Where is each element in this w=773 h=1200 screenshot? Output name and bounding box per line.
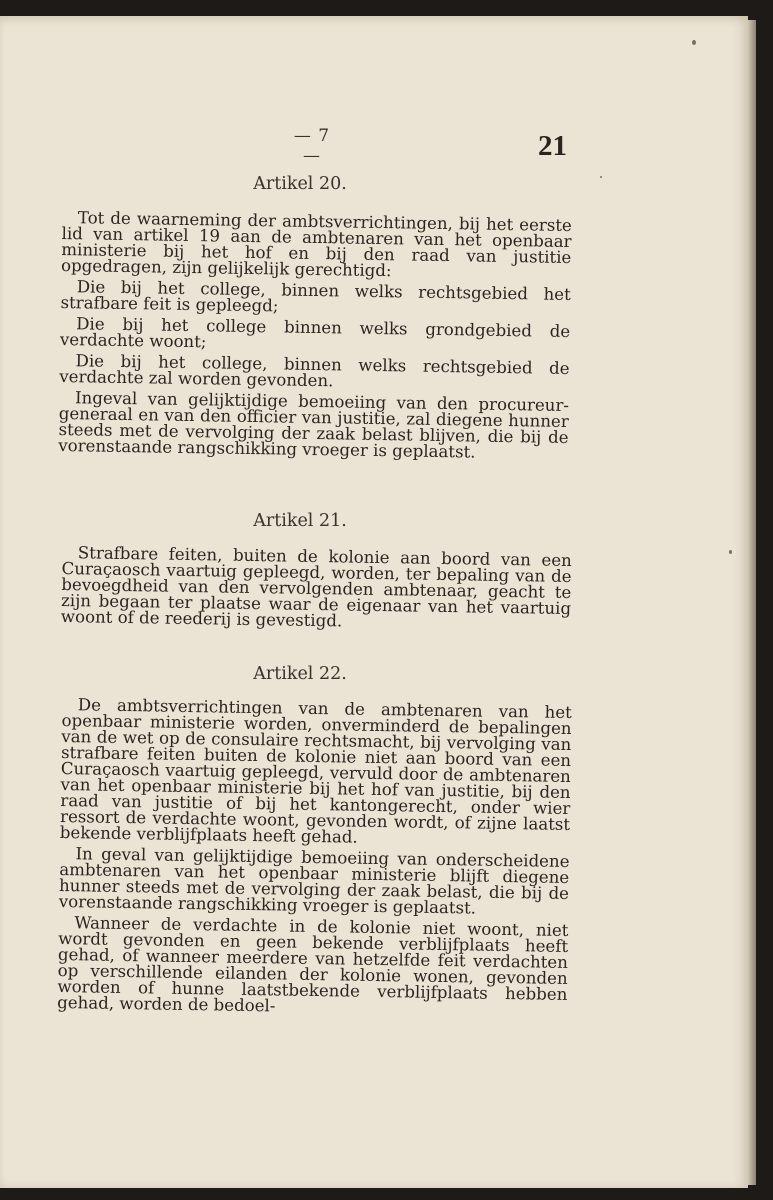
article-heading: Artikel 22. [253, 664, 347, 684]
paragraph: Die bij het college, binnen welks rechtsgebied de verdachte zal worden gevonden. [59, 351, 570, 391]
page-edge [748, 20, 756, 1185]
paragraph: Die bij het college, binnen welks rechtsgebied het strafbare feit is gepleegd; [60, 277, 571, 316]
article-body [61, 545, 572, 638]
paragraph: Wanneer de verdachte in de kolonie niet woont, niet wordt gevonden en geen bekende verblijfplaats heeft gehad, of wanneer meerdere van hetzelfde feit verdachten op verschillende eilanden der kolonie wonen, gevonden worden of hunne laatstbekende verblijfplaats hebben gehad, worden de bedoel- [57, 913, 569, 1016]
speck [692, 40, 696, 45]
article-heading: Artikel 21. [253, 511, 347, 531]
paragraph: De ambtsverrichtingen van de ambtenaren van het openbaar ministerie worden, onverminderd de bepalingen van de wet op de consulaire rechtsmacht, bij vervolging van strafbare feiten buiten de kolonie niet aan boord van een Curaçaosch vaartuig gepleegd, vervuld door de ambtenaren van het openbaar ministerie bij het hof van justitie, bij den raad van justitie of bij het kantongerecht, onder wier ressort de verdachte woont, gevonden wordt, of zijne laatst bekende verblijfplaats heeft gehad. [59, 695, 572, 847]
article-body [57, 697, 572, 1024]
speck [600, 176, 602, 178]
article-body [58, 210, 572, 467]
paragraph: In geval van gelijktijdige bemoeiing van onderscheidene ambtenaren van het openbaar ministerie blijft diegene hunner steeds met de vervolging der zaak belast, die bij de vorenstaande rangschikking vroeger is geplaatst. [58, 844, 570, 918]
paragraph: Die bij het college binnen welks grondgebied de verdachte woont; [59, 314, 571, 352]
document-number: 21 [538, 130, 567, 162]
paragraph: Strafbare feiten, buiten de kolonie aan boord van een Curaçaosch vaartuig gepleegd, worden, ter bepaling van de bevoegdheid van den vervolgenden ambtenaar, geacht te zijn begaan ter plaatse waar de eigenaar van het vaartuig woont of de reederij is gevestigd. [60, 543, 572, 631]
speck [729, 550, 732, 554]
paragraph: Tot de waarneming der ambtsverrichtingen, bij het eerste lid van artikel 19 aan de ambtenaren van het openbaar ministerie bij het hof en bij den raad van justitie opgedragen, zijn gelijkelijk gerechtigd: [60, 208, 572, 281]
paragraph: Ingeval van gelijktijdige bemoeiing van den procureur-generaal en van den officier van justitie, zal diegene hunner steeds met de vervolging der zaak belast blijven, die bij de vorenstaande rangschikking vroeger is geplaatst. [58, 388, 570, 462]
page-number: — 7 — [293, 126, 331, 166]
article-heading: Artikel 20. [253, 174, 347, 194]
